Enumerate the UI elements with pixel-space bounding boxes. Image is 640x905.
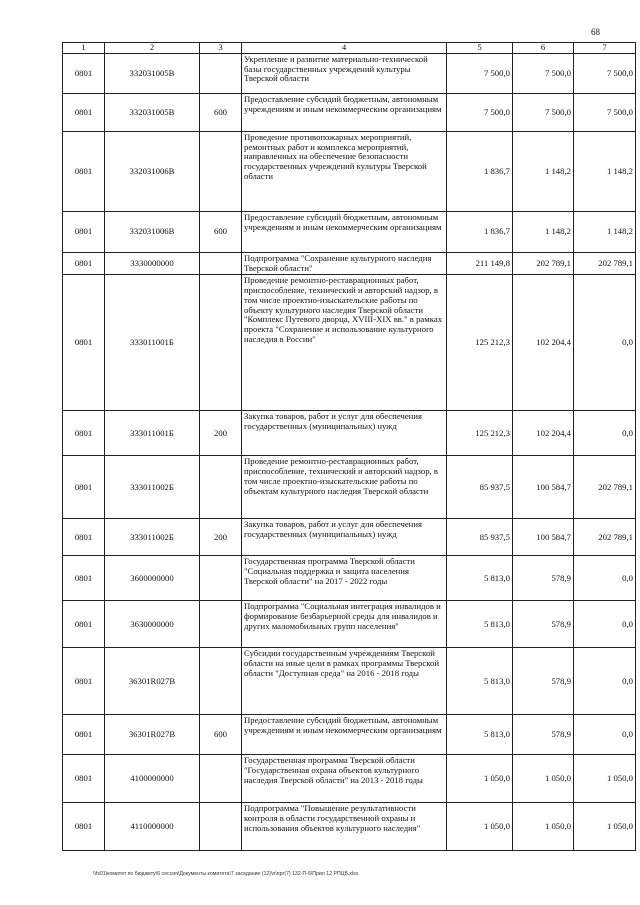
- description-cell: Субсидии государственным учреждениям Тверской области на иные цели в рамках программы Тверской области "Доступная среда" на 2016 - 2018 годы: [242, 648, 447, 715]
- description-cell: Предоставление субсидий бюджетным, автономным учреждениям и иным некоммерческим организациям: [242, 715, 447, 755]
- description-cell: Укрепление и развитие материально-технической базы государственных учреждений культуры Тверской области: [242, 54, 447, 94]
- section-code-cell: 0801: [63, 556, 105, 601]
- table-row: [63, 556, 636, 601]
- table-row: [63, 456, 636, 519]
- amount-cell: 5 813,0: [447, 556, 513, 601]
- section-code-cell: 0801: [63, 755, 105, 803]
- section-code-cell: 0801: [63, 94, 105, 132]
- section-code-cell: 0801: [63, 803, 105, 851]
- table-header-row: [63, 43, 636, 54]
- expense-type-cell: [200, 275, 242, 411]
- amount-cell: 202 789,1: [513, 253, 574, 275]
- budget-table: [62, 42, 636, 851]
- column-header: 4: [242, 43, 447, 54]
- amount-cell: 0,0: [574, 648, 636, 715]
- target-article-cell: 3630000000: [105, 601, 200, 648]
- table-row: [63, 519, 636, 556]
- amount-cell: 100 584,7: [513, 456, 574, 519]
- description-cell: Проведение противопожарных мероприятий, ремонтных работ и комплекса мероприятий, направленных на обеспечение безопасности государственных учреждений культуры Тверской области: [242, 132, 447, 212]
- amount-cell: 0,0: [574, 411, 636, 456]
- amount-cell: 5 813,0: [447, 648, 513, 715]
- expense-type-cell: [200, 456, 242, 519]
- section-code-cell: 0801: [63, 519, 105, 556]
- page-number: 68: [591, 27, 600, 37]
- description-cell: Подпрограмма "Социальная интеграция инвалидов и формирование безбарьерной среды для инвалидов и других маломобильных групп населения": [242, 601, 447, 648]
- description-cell: Государственная программа Тверской области "Государственная охрана объектов культурного наследия Тверской области" на 2013 - 2018 годы: [242, 755, 447, 803]
- description-cell: Подпрограмма "Повышение результативности контроля в области государственной охраны и использования объектов культурного наследия": [242, 803, 447, 851]
- amount-cell: 1 148,2: [574, 132, 636, 212]
- table-row: [63, 648, 636, 715]
- table-row: [63, 411, 636, 456]
- amount-cell: 211 149,8: [447, 253, 513, 275]
- target-article-cell: 333011001Б: [105, 411, 200, 456]
- column-header: 5: [447, 43, 513, 54]
- table-row: [63, 803, 636, 851]
- section-code-cell: 0801: [63, 456, 105, 519]
- amount-cell: 1 050,0: [513, 803, 574, 851]
- file-path-footer: \\fs01\комитет по бюджету\6 сессия\Документы комитета\7 заседание (12)\п\прг(7) 132-П-6\Прил 12 РПЦВ.xlsx: [93, 871, 359, 877]
- section-code-cell: 0801: [63, 648, 105, 715]
- section-code-cell: 0801: [63, 275, 105, 411]
- section-code-cell: 0801: [63, 601, 105, 648]
- column-header: 3: [200, 43, 242, 54]
- description-cell: Закупка товаров, работ и услуг для обеспечения государственных (муниципальных) нужд: [242, 411, 447, 456]
- amount-cell: 1 148,2: [574, 212, 636, 253]
- description-cell: Предоставление субсидий бюджетным, автономным учреждениям и иным некоммерческим организациям: [242, 212, 447, 253]
- expense-type-cell: [200, 253, 242, 275]
- column-header: 7: [574, 43, 636, 54]
- amount-cell: 578,9: [513, 601, 574, 648]
- amount-cell: 102 204,4: [513, 275, 574, 411]
- section-code-cell: 0801: [63, 253, 105, 275]
- column-header: 6: [513, 43, 574, 54]
- section-code-cell: 0801: [63, 411, 105, 456]
- amount-cell: 1 050,0: [574, 803, 636, 851]
- amount-cell: 7 500,0: [513, 54, 574, 94]
- amount-cell: 7 500,0: [574, 94, 636, 132]
- amount-cell: 1 148,2: [513, 212, 574, 253]
- table-row: [63, 275, 636, 411]
- amount-cell: 1 148,2: [513, 132, 574, 212]
- target-article-cell: 4110000000: [105, 803, 200, 851]
- amount-cell: 7 500,0: [574, 54, 636, 94]
- table-row: [63, 132, 636, 212]
- amount-cell: 7 500,0: [513, 94, 574, 132]
- expense-type-cell: [200, 54, 242, 94]
- expense-type-cell: [200, 648, 242, 715]
- section-code-cell: 0801: [63, 212, 105, 253]
- target-article-cell: 3330000000: [105, 253, 200, 275]
- description-cell: Подпрограмма "Сохранение культурного наследия Тверской области": [242, 253, 447, 275]
- section-code-cell: 0801: [63, 132, 105, 212]
- table-row: [63, 755, 636, 803]
- amount-cell: 1 050,0: [513, 755, 574, 803]
- amount-cell: 578,9: [513, 648, 574, 715]
- target-article-cell: 332031006В: [105, 212, 200, 253]
- amount-cell: 125 212,3: [447, 275, 513, 411]
- amount-cell: 7 500,0: [447, 94, 513, 132]
- amount-cell: 102 204,4: [513, 411, 574, 456]
- target-article-cell: 332031005В: [105, 94, 200, 132]
- table-row: [63, 54, 636, 94]
- amount-cell: 5 813,0: [447, 715, 513, 755]
- expense-type-cell: [200, 601, 242, 648]
- section-code-cell: 0801: [63, 54, 105, 94]
- target-article-cell: 36301R027В: [105, 648, 200, 715]
- amount-cell: 1 836,7: [447, 212, 513, 253]
- amount-cell: 578,9: [513, 715, 574, 755]
- description-cell: Проведение ремонтно-реставрационных работ, приспособление, технический и авторский надзор, в том числе проектно-изыскательские работы по объектам культурного наследия Тверской области: [242, 456, 447, 519]
- description-cell: Государственная программа Тверской области "Социальная поддержка и защита населения Тверской области" на 2017 - 2022 годы: [242, 556, 447, 601]
- description-cell: Проведение ремонтно-реставрационных работ, приспособление, технический и авторский надзор, в том числе проектно-изыскательские работы по объекту культурного наследия Тверской области "Комплекс Путевого дворца, XVIII-XIX вв." в рамках проекта "Сохранение и использование культурного наследия в России": [242, 275, 447, 411]
- table-row: [63, 212, 636, 253]
- expense-type-cell: [200, 803, 242, 851]
- amount-cell: 7 500,0: [447, 54, 513, 94]
- amount-cell: 0,0: [574, 275, 636, 411]
- amount-cell: 202 789,1: [574, 253, 636, 275]
- target-article-cell: 4100000000: [105, 755, 200, 803]
- description-cell: Предоставление субсидий бюджетным, автономным учреждениям и иным некоммерческим организациям: [242, 94, 447, 132]
- table-row: [63, 601, 636, 648]
- expense-type-cell: 600: [200, 212, 242, 253]
- expense-type-cell: [200, 132, 242, 212]
- amount-cell: 125 212,3: [447, 411, 513, 456]
- amount-cell: 578,9: [513, 556, 574, 601]
- target-article-cell: 333011001Б: [105, 275, 200, 411]
- amount-cell: 100 584,7: [513, 519, 574, 556]
- table-row: [63, 253, 636, 275]
- amount-cell: 0,0: [574, 601, 636, 648]
- amount-cell: 85 937,5: [447, 519, 513, 556]
- target-article-cell: 332031006В: [105, 132, 200, 212]
- target-article-cell: 333011002Б: [105, 456, 200, 519]
- amount-cell: 1 050,0: [447, 755, 513, 803]
- expense-type-cell: 200: [200, 519, 242, 556]
- amount-cell: 202 789,1: [574, 519, 636, 556]
- amount-cell: 1 050,0: [574, 755, 636, 803]
- expense-type-cell: 600: [200, 715, 242, 755]
- amount-cell: 0,0: [574, 715, 636, 755]
- section-code-cell: 0801: [63, 715, 105, 755]
- target-article-cell: 332031005В: [105, 54, 200, 94]
- target-article-cell: 333011002Б: [105, 519, 200, 556]
- amount-cell: 202 789,1: [574, 456, 636, 519]
- expense-type-cell: [200, 755, 242, 803]
- table-row: [63, 94, 636, 132]
- column-header: 2: [105, 43, 200, 54]
- expense-type-cell: 600: [200, 94, 242, 132]
- expense-type-cell: [200, 556, 242, 601]
- amount-cell: 5 813,0: [447, 601, 513, 648]
- column-header: 1: [63, 43, 105, 54]
- amount-cell: 1 836,7: [447, 132, 513, 212]
- target-article-cell: 3600000000: [105, 556, 200, 601]
- amount-cell: 0,0: [574, 556, 636, 601]
- description-cell: Закупка товаров, работ и услуг для обеспечения государственных (муниципальных) нужд: [242, 519, 447, 556]
- table-row: [63, 715, 636, 755]
- expense-type-cell: 200: [200, 411, 242, 456]
- amount-cell: 85 937,5: [447, 456, 513, 519]
- amount-cell: 1 050,0: [447, 803, 513, 851]
- target-article-cell: 36301R027В: [105, 715, 200, 755]
